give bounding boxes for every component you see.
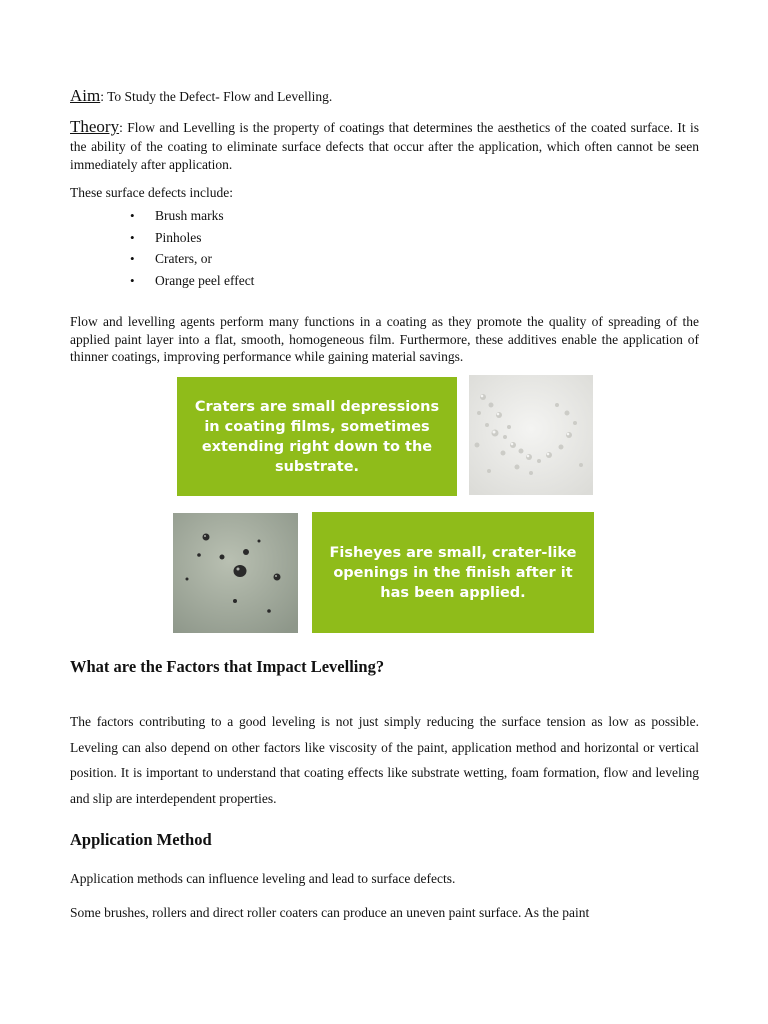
aim-line [70, 86, 332, 106]
craters-caption-box [177, 377, 457, 496]
fisheyes-caption: Fisheyes are small, crater-like openings in the finish after it has been applied. [329, 544, 577, 601]
defects-list [70, 205, 254, 291]
agents-paragraph: Flow and levelling agents perform many functions in a coating as they promote the quality of spreading of the applied paint layer into a flat, smooth, homogeneous film. Furthermore, these additives enable the application of thinner coatings, improving performance while gaining material savings. [70, 314, 699, 364]
fisheyes-photo [173, 513, 298, 633]
aim-label: Aim [70, 86, 101, 105]
list-item: • Brush marks [70, 205, 254, 227]
fisheyes-texture-image [173, 513, 298, 633]
theory-paragraph [70, 118, 699, 175]
theory-text: : Flow and Levelling is the property of coatings that determines the aesthetics of the coated surface. It is the ability of the coating to eliminate surface defects that occur after the application, which often cannot be seen immediately after application. [70, 120, 699, 172]
application-paragraph-2: Some brushes, rollers and direct roller coaters can produce an uneven paint surface. As the paint [70, 905, 590, 920]
craters-texture-image [469, 375, 593, 495]
factors-heading: What are the Factors that Impact Levelling? [70, 657, 385, 676]
application-heading: Application Method [70, 830, 212, 849]
list-item: • Craters, or [70, 248, 254, 270]
aim-text: : To Study the Defect- Flow and Levelling. [100, 89, 333, 104]
craters-caption: Craters are small depressions in coating films, sometimes extending right down to the substrate. [194, 398, 440, 475]
factors-paragraph: The factors contributing to a good leveling is not just simply reducing the surface tension as low as possible. Leveling can also depend on other factors like viscosity of the paint, application method and horizontal or vertical position. It is important to understand that coating effects like substrate wetting, foam formation, flow and leveling and slip are interdependent properties. [70, 714, 699, 806]
craters-photo [469, 375, 593, 495]
list-item: • Pinholes [70, 227, 254, 249]
list-item: • Orange peel effect [70, 270, 254, 292]
application-paragraph-1: Application methods can influence leveling and lead to surface defects. [70, 871, 456, 886]
theory-label: Theory [70, 117, 120, 136]
defects-intro: These surface defects include: [70, 185, 234, 200]
fisheyes-caption-box [312, 512, 594, 633]
